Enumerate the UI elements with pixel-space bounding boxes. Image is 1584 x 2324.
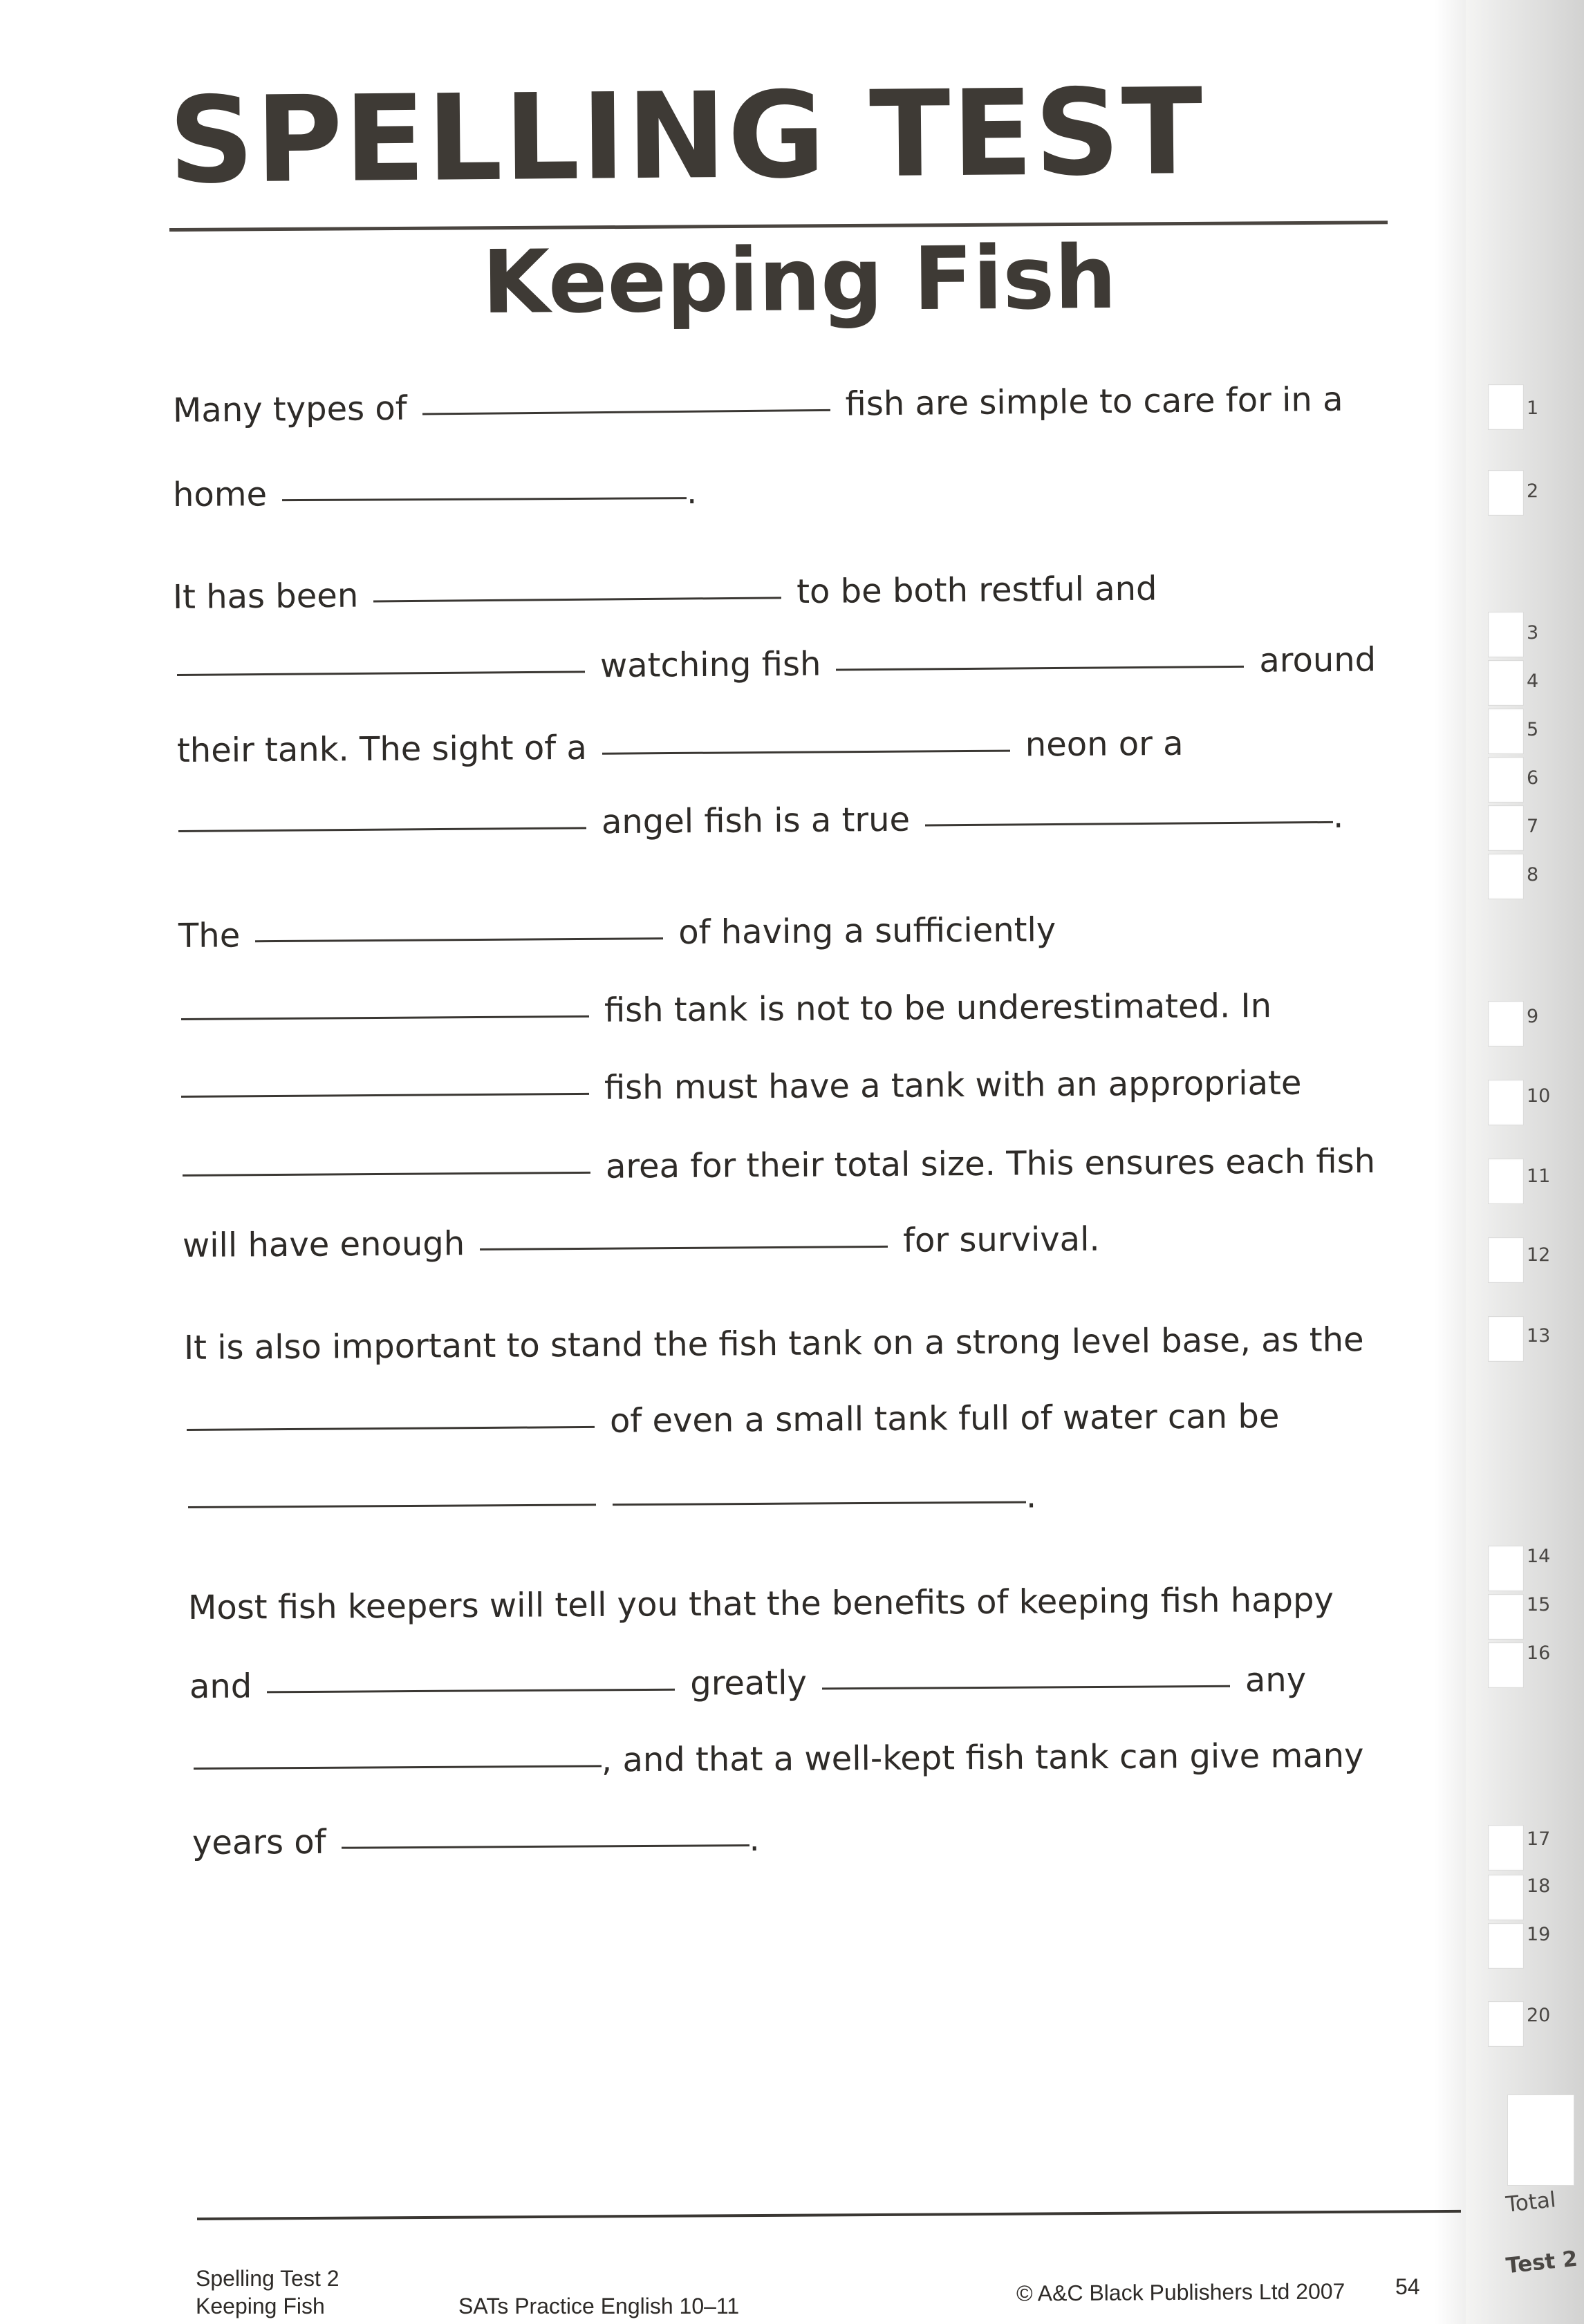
answer-box-14[interactable] (1488, 1546, 1524, 1591)
passage-text: years of (192, 1822, 326, 1862)
answer-number-9: 9 (1527, 1006, 1539, 1027)
answer-box-18[interactable] (1488, 1875, 1524, 1920)
answer-number-1: 1 (1527, 397, 1539, 419)
passage-punct: . (686, 473, 698, 512)
answer-number-6: 6 (1527, 767, 1539, 789)
passage-line (189, 1660, 1307, 1712)
answer-box-1[interactable] (1488, 384, 1524, 430)
passage-text: fish must have a tank with an appropriate (604, 1063, 1302, 1107)
passage-line (173, 380, 1343, 435)
answer-number-18: 18 (1527, 1875, 1551, 1897)
answer-box-9[interactable] (1488, 1001, 1524, 1047)
passage-text: Most fish keepers will tell you that the benefits of keeping fish happy (187, 1580, 1334, 1627)
answer-number-16: 16 (1527, 1642, 1551, 1664)
answer-number-15: 15 (1527, 1594, 1551, 1615)
passage-text: Many types of (172, 388, 407, 430)
passage-line (177, 724, 1184, 776)
answer-number-11: 11 (1527, 1165, 1551, 1187)
answer-number-19: 19 (1527, 1924, 1551, 1945)
answer-box-15[interactable] (1488, 1594, 1524, 1640)
footer-topic: Keeping Fish (196, 2294, 325, 2318)
passage-text: greatly (690, 1663, 808, 1703)
footer-divider (197, 2210, 1461, 2220)
answer-blank-10[interactable] (181, 1015, 589, 1020)
passage-text: area for their total size. This ensures each fish (605, 1141, 1376, 1186)
answer-blank-15[interactable] (188, 1503, 596, 1508)
answer-blank-8[interactable] (925, 821, 1333, 827)
footer-test-name: Spelling Test 2 (196, 2266, 339, 2291)
answer-box-19[interactable] (1488, 1923, 1524, 1969)
answer-blank-6[interactable] (602, 750, 1010, 755)
answer-number-2: 2 (1527, 480, 1539, 502)
passage-line (192, 1820, 760, 1868)
passage-text: It is also important to stand the fish tank on a strong level base, as the (183, 1320, 1364, 1367)
answer-number-13: 13 (1527, 1325, 1551, 1347)
answer-box-16[interactable] (1488, 1642, 1524, 1688)
passage-punct: . (1025, 1477, 1037, 1516)
answer-number-12: 12 (1527, 1244, 1551, 1266)
passage-text: will have enough (182, 1224, 465, 1265)
answer-number-17: 17 (1527, 1828, 1551, 1850)
answer-box-5[interactable] (1488, 709, 1524, 754)
passage-line (181, 986, 1272, 1038)
passage-line (183, 1142, 1376, 1194)
answer-box-12[interactable] (1488, 1237, 1524, 1283)
page-title: SPELLING TEST (167, 62, 1205, 210)
passage-text: of having a sufficiently (678, 910, 1056, 952)
total-label: Total (1504, 2187, 1558, 2218)
answer-blank-18[interactable] (822, 1685, 1230, 1690)
answer-number-10: 10 (1527, 1085, 1551, 1107)
test-label: Test 2 (1504, 2246, 1579, 2279)
answer-blank-19[interactable] (194, 1765, 602, 1770)
passage-text: any (1245, 1660, 1307, 1700)
answer-box-13[interactable] (1488, 1316, 1524, 1362)
passage-text: The (178, 916, 241, 955)
passage-line (173, 473, 698, 520)
passage-text: It has been (172, 576, 359, 617)
answer-blank-3[interactable] (373, 597, 781, 602)
passage-text: fish are simple to care for in a (845, 379, 1343, 424)
answer-blank-1[interactable] (422, 409, 830, 415)
answer-box-7[interactable] (1488, 805, 1524, 851)
passage-text: watching fish (599, 644, 821, 686)
answer-box-8[interactable] (1488, 854, 1524, 899)
passage-text: fish tank is not to be underestimated. In (604, 986, 1272, 1030)
footer-page-number: 54 (1395, 2274, 1420, 2299)
passage-line (178, 797, 1344, 850)
answer-margin (1466, 0, 1584, 2324)
passage-line (188, 1477, 1037, 1526)
answer-box-3[interactable] (1488, 612, 1524, 657)
answer-box-4[interactable] (1488, 660, 1524, 706)
answer-box-20[interactable] (1488, 2001, 1524, 2047)
answer-blank-2[interactable] (282, 497, 687, 501)
answer-blank-13[interactable] (480, 1246, 888, 1250)
passage-punct: . (1332, 796, 1344, 836)
answer-number-4: 4 (1527, 671, 1539, 692)
answer-number-3: 3 (1527, 622, 1539, 644)
answer-box-11[interactable] (1488, 1159, 1524, 1204)
passage-text: for survival. (902, 1219, 1100, 1260)
answer-blank-16[interactable] (613, 1501, 1026, 1506)
answer-number-14: 14 (1527, 1546, 1551, 1567)
answer-blank-11[interactable] (181, 1093, 589, 1098)
passage-line (181, 1064, 1302, 1116)
answer-number-8: 8 (1527, 864, 1539, 885)
passage-text: their tank. The sight of a (176, 728, 588, 770)
passage-line (187, 1397, 1280, 1449)
passage-text: neon or a (1025, 724, 1184, 765)
passage-text: around (1259, 640, 1377, 680)
answer-blank-4[interactable] (177, 671, 585, 676)
answer-number-20: 20 (1527, 2005, 1551, 2026)
passage-text: and (189, 1667, 252, 1706)
passage-text: to be both restful and (796, 569, 1157, 612)
passage-text: , and that a well-kept fish tank can give many (601, 1736, 1364, 1780)
passage-line (177, 640, 1377, 694)
passage-line (183, 1220, 1100, 1271)
answer-box-2[interactable] (1488, 470, 1524, 516)
answer-blank-5[interactable] (836, 666, 1244, 671)
passage-text: angel fish is a true (601, 800, 911, 842)
answer-blank-12[interactable] (183, 1172, 590, 1177)
answer-blank-9[interactable] (255, 937, 663, 942)
passage-text: home (172, 475, 268, 514)
answer-blank-7[interactable] (178, 827, 586, 832)
answer-blank-20[interactable] (342, 1844, 749, 1849)
passage-line (194, 1736, 1364, 1788)
answer-blank-17[interactable] (267, 1689, 675, 1694)
footer-copyright: © A&C Black Publishers Ltd 2007 (1016, 2278, 1345, 2306)
footer-book-title: SATs Practice English 10–11 (458, 2294, 740, 2318)
answer-blank-14[interactable] (187, 1426, 595, 1431)
passage-line (178, 910, 1056, 961)
passage-line (188, 1580, 1334, 1633)
page-subtitle: Keeping Fish (481, 226, 1117, 333)
answer-box-6[interactable] (1488, 757, 1524, 803)
passage-line (184, 1320, 1364, 1373)
passage-text: of even a small tank full of water can be (609, 1396, 1280, 1441)
passage-line (173, 570, 1157, 622)
total-box[interactable] (1507, 2095, 1574, 2186)
answer-number-7: 7 (1527, 816, 1539, 837)
answer-box-10[interactable] (1488, 1080, 1524, 1125)
passage-punct: . (749, 1819, 761, 1859)
answer-box-17[interactable] (1488, 1825, 1524, 1871)
answer-number-5: 5 (1527, 719, 1539, 740)
